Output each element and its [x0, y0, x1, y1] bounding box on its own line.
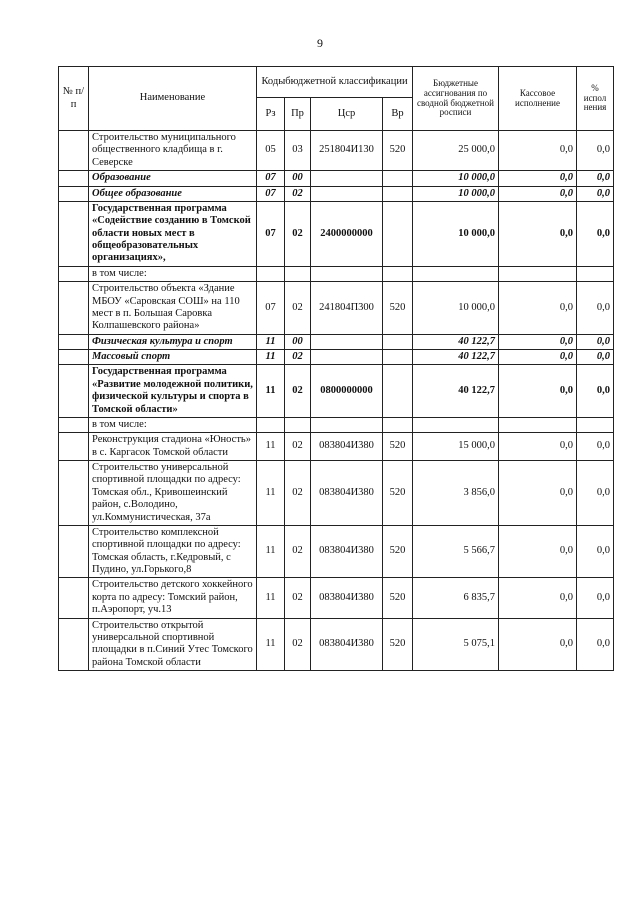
cell-num [59, 433, 89, 461]
cell-cash: 0,0 [499, 525, 577, 578]
cell-percent: 0,0 [577, 282, 614, 335]
table-row [59, 461, 614, 526]
cell-rz [257, 266, 285, 281]
cell-rz: 11 [257, 618, 285, 671]
cell-csr: 251804И130 [311, 131, 383, 171]
table-row [59, 186, 614, 201]
cell-csr [311, 350, 383, 365]
cell-budget: 40 122,7 [413, 365, 499, 418]
cell-pr: 02 [285, 201, 311, 266]
cell-cash: 0,0 [499, 578, 577, 618]
cell-percent: 0,0 [577, 171, 614, 186]
cell-percent: 0,0 [577, 525, 614, 578]
cell-percent: 0,0 [577, 350, 614, 365]
cell-num [59, 186, 89, 201]
cell-num [59, 417, 89, 432]
cell-name: Реконструкция стадиона «Юность» в с. Каргасок Томской области [89, 433, 257, 461]
cell-rz: 11 [257, 578, 285, 618]
table-row [59, 131, 614, 171]
cell-budget: 40 122,7 [413, 350, 499, 365]
cell-vr [383, 350, 413, 365]
cell-csr: 083804И380 [311, 433, 383, 461]
cell-vr [383, 201, 413, 266]
cell-cash: 0,0 [499, 334, 577, 349]
cell-name: Физическая культура и спорт [89, 334, 257, 349]
table-row [59, 201, 614, 266]
cell-vr [383, 334, 413, 349]
cell-vr [383, 266, 413, 281]
cell-budget: 10 000,0 [413, 282, 499, 335]
cell-num [59, 350, 89, 365]
cell-cash [499, 417, 577, 432]
table-row [59, 578, 614, 618]
budget-table [58, 66, 614, 671]
cell-vr [383, 171, 413, 186]
cell-budget: 25 000,0 [413, 131, 499, 171]
cell-csr [311, 171, 383, 186]
cell-rz: 11 [257, 525, 285, 578]
cell-csr [311, 334, 383, 349]
cell-vr [383, 417, 413, 432]
cell-rz: 11 [257, 461, 285, 526]
cell-cash: 0,0 [499, 282, 577, 335]
cell-cash: 0,0 [499, 461, 577, 526]
cell-vr [383, 365, 413, 418]
cell-cash: 0,0 [499, 365, 577, 418]
cell-name: Государственная программа «Содействие созданию в Томской области новых мест в общеобразовательных организациях», [89, 201, 257, 266]
cell-percent: 0,0 [577, 365, 614, 418]
cell-name: Образование [89, 171, 257, 186]
cell-budget: 5 566,7 [413, 525, 499, 578]
table-row [59, 365, 614, 418]
table-row [59, 350, 614, 365]
cell-name: Массовый спорт [89, 350, 257, 365]
cell-csr: 2400000000 [311, 201, 383, 266]
header-rz: Рз [257, 98, 285, 131]
header-vr: Вр [383, 98, 413, 131]
cell-rz: 07 [257, 171, 285, 186]
cell-vr: 520 [383, 525, 413, 578]
cell-cash: 0,0 [499, 433, 577, 461]
cell-cash: 0,0 [499, 618, 577, 671]
cell-name: Строительство универсальной спортивной площадки по адресу: Томская обл., Кривошеинский район, с.Володино, ул.Коммунистическая, 37а [89, 461, 257, 526]
cell-cash: 0,0 [499, 131, 577, 171]
cell-rz: 11 [257, 350, 285, 365]
cell-cash [499, 266, 577, 281]
cell-pr: 02 [285, 461, 311, 526]
cell-percent: 0,0 [577, 618, 614, 671]
cell-num [59, 618, 89, 671]
cell-budget: 5 075,1 [413, 618, 499, 671]
cell-num [59, 266, 89, 281]
cell-num [59, 461, 89, 526]
cell-pr: 02 [285, 365, 311, 418]
header-pr: Пр [285, 98, 311, 131]
table-row [59, 334, 614, 349]
cell-num [59, 334, 89, 349]
cell-vr: 520 [383, 461, 413, 526]
table-row [59, 171, 614, 186]
cell-percent [577, 266, 614, 281]
cell-pr: 02 [285, 350, 311, 365]
cell-rz: 11 [257, 334, 285, 349]
cell-num [59, 365, 89, 418]
cell-rz: 11 [257, 433, 285, 461]
header-percent: % испол нения [577, 67, 614, 131]
table-row [59, 433, 614, 461]
cell-csr [311, 186, 383, 201]
cell-name: Строительство открытой универсальной спортивной площадки в п.Синий Утес Томского района Томской области [89, 618, 257, 671]
cell-cash: 0,0 [499, 171, 577, 186]
cell-csr: 083804И380 [311, 578, 383, 618]
cell-budget: 10 000,0 [413, 171, 499, 186]
cell-pr [285, 417, 311, 432]
table-row [59, 266, 614, 281]
cell-pr: 02 [285, 578, 311, 618]
cell-cash: 0,0 [499, 186, 577, 201]
header-num: № п/п [59, 67, 89, 131]
cell-csr [311, 266, 383, 281]
cell-pr: 02 [285, 186, 311, 201]
cell-num [59, 282, 89, 335]
cell-cash: 0,0 [499, 201, 577, 266]
cell-num [59, 131, 89, 171]
cell-rz: 07 [257, 201, 285, 266]
page-number: 9 [317, 36, 323, 50]
header-codes: Кодыбюджетной классификации [257, 67, 413, 98]
cell-percent: 0,0 [577, 433, 614, 461]
cell-percent: 0,0 [577, 461, 614, 526]
cell-vr: 520 [383, 131, 413, 171]
cell-pr: 02 [285, 618, 311, 671]
cell-vr: 520 [383, 282, 413, 335]
cell-cash: 0,0 [499, 350, 577, 365]
cell-rz: 07 [257, 282, 285, 335]
cell-budget: 3 856,0 [413, 461, 499, 526]
cell-percent: 0,0 [577, 186, 614, 201]
cell-budget [413, 417, 499, 432]
cell-pr: 02 [285, 433, 311, 461]
cell-percent [577, 417, 614, 432]
cell-percent: 0,0 [577, 578, 614, 618]
cell-pr [285, 266, 311, 281]
table-row [59, 618, 614, 671]
cell-num [59, 171, 89, 186]
cell-name: Государственная программа «Развитие молодежной политики, физической культуры и спорта в Томской области» [89, 365, 257, 418]
cell-name: Строительство комплексной спортивной площадки по адресу: Томская область, г.Кедровый, с Пудино, ул.Горького,8 [89, 525, 257, 578]
cell-rz [257, 417, 285, 432]
cell-name: Строительство муниципального общественного кладбища в г. Северске [89, 131, 257, 171]
header-budget: Бюджетные ассигнования по сводной бюджетной росписи [413, 67, 499, 131]
cell-num [59, 525, 89, 578]
cell-name: в том числе: [89, 417, 257, 432]
cell-budget: 40 122,7 [413, 334, 499, 349]
cell-rz: 05 [257, 131, 285, 171]
table-row [59, 525, 614, 578]
cell-csr [311, 417, 383, 432]
cell-budget: 10 000,0 [413, 186, 499, 201]
header-csr: Цср [311, 98, 383, 131]
table-row [59, 282, 614, 335]
table-row [59, 417, 614, 432]
cell-name: Общее образование [89, 186, 257, 201]
cell-name: в том числе: [89, 266, 257, 281]
cell-rz: 11 [257, 365, 285, 418]
cell-pr: 00 [285, 171, 311, 186]
cell-percent: 0,0 [577, 334, 614, 349]
cell-vr: 520 [383, 618, 413, 671]
cell-pr: 00 [285, 334, 311, 349]
cell-budget [413, 266, 499, 281]
cell-csr: 0800000000 [311, 365, 383, 418]
cell-csr: 083804И380 [311, 618, 383, 671]
cell-budget: 15 000,0 [413, 433, 499, 461]
cell-name: Строительство объекта «Здание МБОУ «Саровская СОШ» на 110 мест в п. Большая Саровка Колпашевского района» [89, 282, 257, 335]
cell-percent: 0,0 [577, 131, 614, 171]
cell-pr: 02 [285, 525, 311, 578]
cell-num [59, 201, 89, 266]
cell-csr: 083804И380 [311, 461, 383, 526]
cell-vr [383, 186, 413, 201]
cell-rz: 07 [257, 186, 285, 201]
cell-pr: 03 [285, 131, 311, 171]
cell-vr: 520 [383, 578, 413, 618]
cell-csr: 083804И380 [311, 525, 383, 578]
cell-csr: 241804П300 [311, 282, 383, 335]
cell-num [59, 578, 89, 618]
cell-budget: 10 000,0 [413, 201, 499, 266]
cell-pr: 02 [285, 282, 311, 335]
cell-budget: 6 835,7 [413, 578, 499, 618]
header-cash: Кассовое исполнение [499, 67, 577, 131]
cell-vr: 520 [383, 433, 413, 461]
cell-percent: 0,0 [577, 201, 614, 266]
cell-name: Строительство детского хоккейного корта по адресу: Томский район, п.Аэропорт, уч.13 [89, 578, 257, 618]
header-name: Наименование [89, 67, 257, 131]
